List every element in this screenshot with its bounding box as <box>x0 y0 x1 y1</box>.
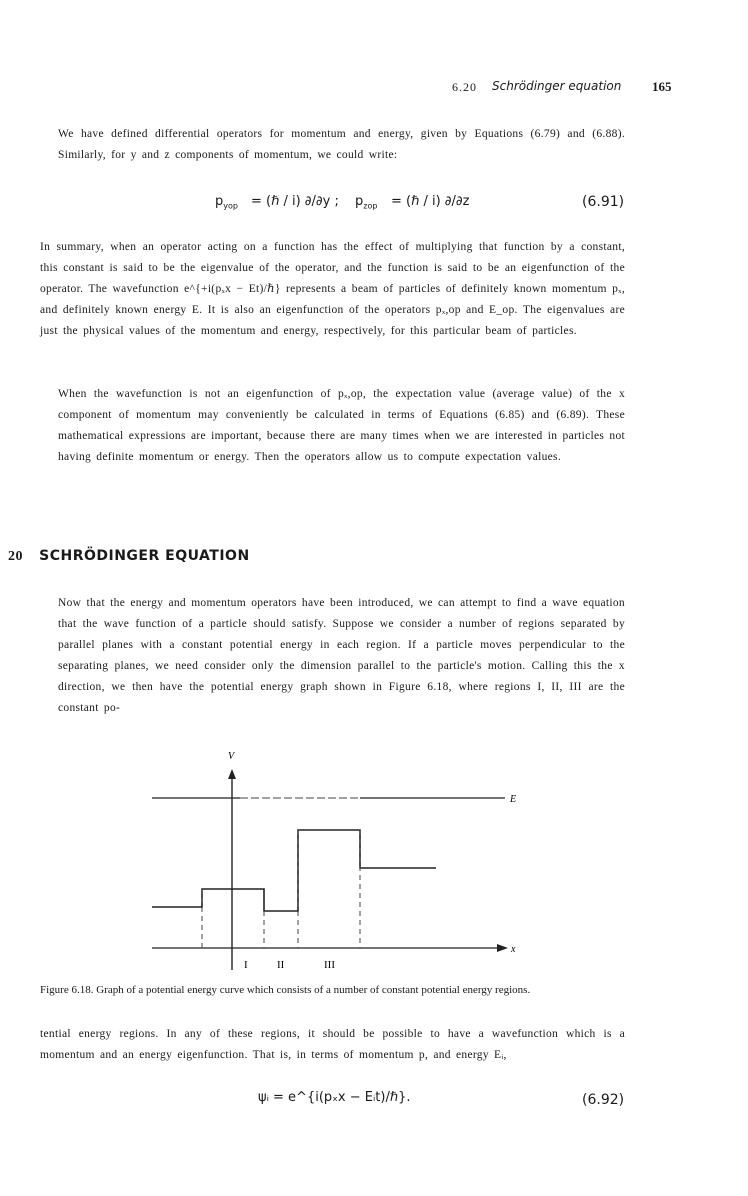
eq-lhs-y: p <box>215 194 224 209</box>
header-title: Schrödinger equation <box>492 79 622 93</box>
paragraph-wave-equation: Now that the energy and momentum operators have been introduced, we can attempt to find a wave equation that the wave function of a particle should satisfy. Suppose we consider a number of regions separated by parallel planes with a constant potential energy in each region. If a particle moves perpendicular to the separating planes, we need consider only the dimension parallel to the particle's motion. Calling this the x direction, we then have the potential energy graph shown in Figure 6.18, where regions I, II, III are the constant po- <box>58 597 625 714</box>
section-heading <box>8 548 250 565</box>
figure-6-18 <box>140 745 540 975</box>
v-axis-arrow <box>228 769 236 779</box>
region-label-3: III <box>324 959 335 971</box>
eq-sub-z: z <box>363 201 368 211</box>
section-number: 20 <box>8 549 23 564</box>
eq-sub-y: y <box>223 201 228 211</box>
eq-body-z: = (ℏ / i) ∂/∂z <box>391 194 470 209</box>
equation-6-91: $p_{yop}$ = (ℏ / i) ∂/∂y ; $p_{zop}$ = (ℏ / i) ∂/∂z <box>215 194 470 211</box>
page-number: 165 <box>652 79 672 94</box>
section-title: SCHRÖDINGER EQUATION <box>39 548 250 564</box>
equation-6-92: ψᵢ = e^{i(pₓx − Eᵢt)/ℏ}. <box>258 1090 411 1105</box>
eq-sub-op: op <box>228 201 238 211</box>
equation-number-6-92: (6.92) <box>582 1092 625 1108</box>
paragraph-regions: tential energy regions. In any of these regions, it should be possible to have a wavefunction which is a momentum and an energy eigenfunction. That is, in terms of momentum p, and energy Eᵢ, <box>40 1028 625 1061</box>
x-axis-label: x <box>511 944 516 955</box>
eq-body-y: = (ℏ / i) ∂/∂y ; <box>251 194 339 209</box>
potential-energy-curve <box>152 830 436 911</box>
equation-number-6-91: (6.91) <box>582 194 625 210</box>
x-axis-arrow <box>497 944 508 952</box>
region-label-1: I <box>244 959 248 971</box>
paragraph-summary: In summary, when an operator acting on a function has the effect of multiplying that function by a constant, this constant is said to be the eigenvalue of the operator, and the function is said to be an eigenfunction of the operator. The wavefunction e^{+i(pₓx − Et)/ℏ} represents a beam of particles of definitely known momentum pₓ, and definitely known energy E. It is also an eigenfunction of the operators pₓ,op and E_op. The eigenvalues are just the physical values of the momentum and energy, respectively, for this particular beam of particles. <box>40 241 625 337</box>
figure-caption: Figure 6.18. Graph of a potential energy curve which consists of a number of constant potential energy regions. <box>40 984 531 996</box>
header-section-number: 6.20 <box>452 80 477 94</box>
paragraph-expectation: When the wavefunction is not an eigenfunction of pₓ,op, the expectation value (average value) of the x component of momentum may conveniently be calculated in terms of Equations (6.85) and (6.89). These mathematical expressions are important, because there are many times when we are interested in particles not having definite momentum or energy. Then the operators allow us to compute expectation values. <box>58 388 625 463</box>
paragraph-operators-intro: We have defined differential operators for momentum and energy, given by Equations (6.79) and (6.88). Similarly, for y and z components of momentum, we could write: <box>58 128 625 161</box>
v-axis-label: V <box>228 751 235 762</box>
energy-label: E <box>510 794 517 805</box>
region-label-2: II <box>277 959 285 971</box>
eq-lhs-z: p <box>355 194 364 209</box>
